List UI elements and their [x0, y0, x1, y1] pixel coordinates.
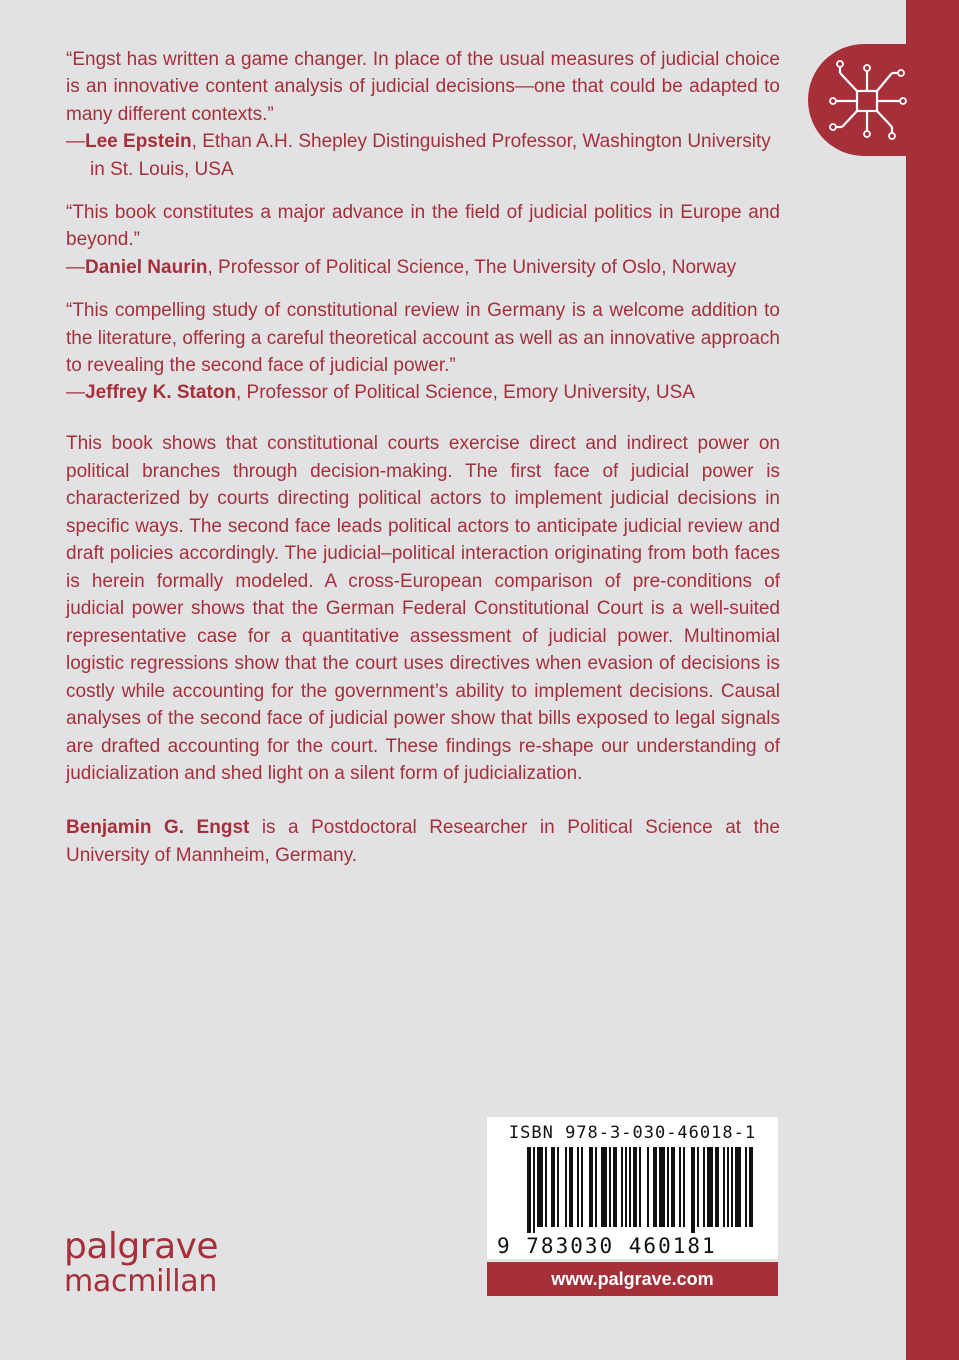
quote-author-name: Daniel Naurin — [85, 256, 208, 278]
barcode-bar — [731, 1147, 733, 1227]
isbn-barcode — [487, 1117, 778, 1259]
quote-text: “This compelling study of constitutional review in Germany is a welcome addition to the literature, offering a careful theoretical account as well as an innovative approach to revealing the second face of judicial power.” — [66, 300, 780, 377]
barcode-bar — [691, 1147, 695, 1233]
barcode-bar — [727, 1147, 729, 1227]
barcode-bar — [595, 1147, 597, 1227]
endorsements — [66, 46, 780, 423]
endorsement-epstein — [66, 46, 780, 183]
quote-author-title: , Professor of Political Science, Emory University, USA — [235, 382, 695, 404]
quote-text: “This book constitutes a major advance in the field of judicial politics in Europe and beyond.” — [66, 202, 780, 251]
barcode-bar — [683, 1147, 685, 1227]
barcode-bar — [545, 1147, 547, 1227]
barcode-bar — [577, 1147, 579, 1227]
quote-attribution — [66, 254, 780, 281]
spine-stripe — [906, 0, 959, 1360]
barcode-bar — [581, 1147, 583, 1227]
attribution-dash: — — [66, 256, 85, 278]
book-description: This book shows that constitutional courts exercise direct and indirect power on political branches through decision-making. The first face of judicial power is characterized by courts directing political actors to implement judicial decisions in specific ways. The second face leads political actors to anticipate judicial review and draft policies accordingly. The judicial–political interaction originating from both faces is herein formally modeled. A cross-European comparison of pre-conditions of judicial power shows that the German Federal Constitutional Court is a well-suited representative case for a quantitative assessment of judicial power. Multinomial logistic regressions show that the court uses directives when evasion of decisions is costly while accounting for the government’s ability to implement decisions. Causal analyses of the second face of judicial power show that bills exposed to legal signals are drafted accounting for the court. These findings re-shape our understanding of judicialization and shed light on a silent form of judicialization. — [66, 433, 780, 784]
barcode-bars — [487, 1147, 778, 1233]
barcode-bar — [527, 1147, 531, 1233]
quote-attribution — [66, 379, 780, 406]
barcode-bar — [639, 1147, 641, 1227]
barcode-bar — [679, 1147, 681, 1227]
barcode-bar — [589, 1147, 593, 1227]
quote-author-name: Jeffrey K. Staton — [85, 382, 236, 404]
barcode-bar — [629, 1147, 631, 1227]
attribution-dash: — — [66, 382, 85, 404]
barcode-bar — [707, 1147, 713, 1227]
quote-author-name: Lee Epstein — [85, 131, 192, 153]
logo-tab — [808, 44, 959, 156]
author-bio — [66, 814, 780, 869]
isbn-label: ISBN 978-3-030-46018-1 — [508, 1123, 757, 1143]
barcode-bar — [671, 1147, 675, 1227]
palgrave-network-logo-icon — [826, 57, 910, 143]
author-bio-text: is a Postdoctoral Researcher in Political Science at the University of Mannheim, Germany. — [66, 817, 780, 866]
barcode-bar — [659, 1147, 665, 1227]
endorsement-naurin — [66, 199, 780, 281]
barcode-bar — [735, 1147, 741, 1227]
barcode-bar — [537, 1147, 543, 1227]
attribution-dash: — — [66, 131, 85, 153]
barcode-digits: 9 783030 460181 — [497, 1234, 717, 1258]
quote-author-title: , Professor of Political Science, The University of Oslo, Norway — [207, 256, 737, 278]
barcode-bar — [565, 1147, 567, 1227]
barcode-bar — [647, 1147, 649, 1227]
quote-text: “Engst has written a game changer. In place of the usual measures of judicial choice is an innovative content analysis of judicial decisions—one that could be adapted to many different contexts.” — [66, 49, 780, 125]
quote-author-title: , Ethan A.H. Shepley Distinguished Professor, Washington University in St. Louis, USA — [90, 131, 771, 180]
barcode-bar — [621, 1147, 623, 1227]
publisher-url[interactable]: www.palgrave.com — [487, 1262, 778, 1296]
publisher-logo — [64, 1228, 218, 1298]
publisher-name-line2: macmillan — [64, 1264, 218, 1299]
endorsement-staton — [66, 297, 780, 407]
barcode-bar — [569, 1147, 573, 1227]
barcode-bar — [633, 1147, 637, 1227]
barcode-bar — [551, 1147, 555, 1227]
barcode-bar — [723, 1147, 725, 1227]
barcode-bar — [715, 1147, 719, 1227]
barcode-bar — [653, 1147, 657, 1227]
publisher-name-line1: palgrave — [64, 1226, 219, 1267]
barcode-bar — [745, 1147, 747, 1227]
barcode-bar — [625, 1147, 627, 1227]
barcode-bar — [601, 1147, 607, 1227]
barcode-bar — [557, 1147, 559, 1227]
author-name: Benjamin G. Engst — [66, 817, 250, 838]
barcode-bar — [533, 1147, 535, 1233]
barcode-bar — [703, 1147, 705, 1227]
barcode-bar — [749, 1147, 753, 1227]
quote-attribution — [66, 128, 780, 183]
barcode-bar — [613, 1147, 617, 1227]
barcode-bar — [697, 1147, 699, 1227]
barcode-bar — [667, 1147, 669, 1227]
barcode-bar — [609, 1147, 611, 1227]
